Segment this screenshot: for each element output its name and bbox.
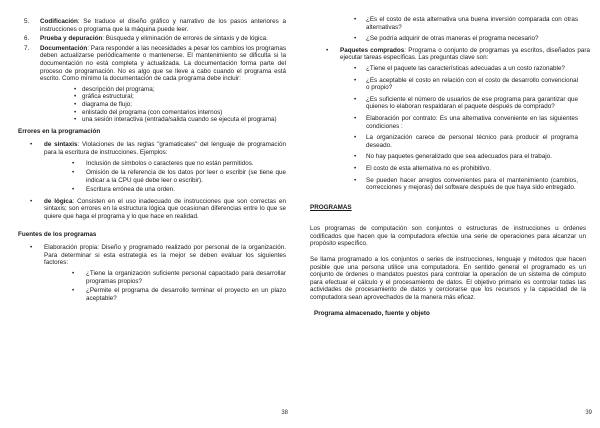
item-number: 6.: [24, 35, 30, 43]
cost-question: • ¿Es el costo de esta alternativa una buena inversión comparada con otras alternativas?: [354, 16, 578, 31]
stored-program-heading: Programa almacenado, fuente y objeto: [314, 309, 430, 317]
own-factor: • ¿Permite el programa de desarrollo terminar el proyecto en un plazo aceptable?: [72, 287, 286, 302]
syntax-example: • Omisión de la referencia de los datos por leer o escribir (se tiene que indicar a la CPU qué debe leer o escribir).: [72, 169, 286, 184]
syntax-errors-item: • de sintaxis: Violaciones de las reglas "gramaticales" del lenguaje de programación para la escritura de instrucciones. Ejemplos:: [30, 141, 286, 156]
package-question: • ¿Tiene el paquete las características adecuadas a un costo razonable?: [354, 64, 565, 72]
programs-paragraph-2: Se llama programado a los conjuntos o series de instrucciones, lenguaje y métodos que hacen posible que una persona utilice una computadora. En sentido general el programado es un conjunto de órdenes o mandatos puestos para controlar la operación de un sistema de cómputo para efectuar el cálculo y el procesamiento de datos. El objetivo primario es controlar todas las actividades de procesamiento de datos y cerciorarse que los recursos y la capacidad de la computadora sean aprovechados de la manera más eficaz.: [310, 256, 586, 302]
item-title: Codificación: [40, 18, 78, 25]
documentation-list: [74, 86, 286, 124]
item-title: Documentación: [40, 44, 88, 52]
own-factor: • ¿Tiene la organización suficiente personal capacitado para desarrollar programas propios?: [72, 270, 286, 285]
package-question: • No hay paquetes generalizado que sea adecuados para el trabajo.: [354, 153, 552, 161]
item-text: : Búsqueda y eliminación de errores de sintaxis y de lógica.: [102, 35, 268, 43]
numbered-item-7: [18, 45, 286, 83]
package-question: • El costo de esta alternativa no es prohibitivo.: [354, 164, 491, 172]
package-question: • La organización carece de personal técnico para producir el programa deseado.: [354, 134, 578, 149]
syntax-example: • Escritura errónea de una orden.: [72, 186, 175, 194]
programs-paragraph-1: Los programas de computación son conjuntos o estructuras de instrucciones u órdenes codificados que hacen que la computadora efectúe una serie de operaciones para alcanzar un propósito específico.: [310, 225, 586, 248]
package-question: • ¿Es aceptable el costo en relación con el costo de desarrollo convencional o propio?: [354, 76, 578, 92]
item-text: : Para responder a las necesidades a pesar los cambios los programas deben actualizarse periódicamente o mantenerse. El mantenimiento se dificulta si la documentación no está completa y actualizada. La documentación forma parte del proceso de programación. No es algo que se lleve a cabo cuando el programa está escrito. Como mínimo la documentación de cada programa debe incluir:: [40, 44, 286, 83]
errors-heading: Errores en la programación: [18, 127, 101, 135]
left-column: [18, 18, 286, 304]
page-number: 38: [281, 410, 288, 417]
list-item: • enlistado del programa (con comentarios internos): [74, 108, 223, 116]
list-item: • gráfica estructural;: [74, 93, 134, 101]
right-page: [300, 0, 600, 428]
item-number: 7.: [24, 44, 30, 52]
package-question: • ¿Es suficiente el número de usuarios de ese programa para garantizar que quienes lo elaboran respaldaran el paquete después de comprado?: [354, 95, 578, 111]
page-number: 39: [585, 410, 592, 417]
numbered-item-6: [18, 35, 286, 43]
numbered-item-5: [18, 18, 286, 33]
package-question: • Elaboración por contrato: Es una alternativa conveniente en las siguientes condiciones :: [354, 114, 578, 130]
logic-errors-item: • de lógica: Consisten en el uso inadecuado de instrucciones que son correctas en sintaxis; son errores en la estructura lógica que ocasionan diferencias entre lo que se quiere que haga el programa y lo que hace en realidad.: [30, 197, 286, 221]
right-column: [310, 16, 590, 317]
item-number: 5.: [24, 18, 30, 25]
package-question: • Se pueden hacer arreglos convenientes para el mantenimiento (cambios, correcciones y mejoras) del software después de que haya sido entregado.: [354, 176, 578, 192]
sources-heading: Fuentes de los programas: [18, 230, 97, 238]
list-item: • una sesión interactiva (entrada/salida cuando se ejecuta el programa): [74, 116, 277, 124]
item-text: : Se traduce el diseño gráfico y narrativo de los pasos anteriores a instrucciones o programa que la máquina puede leer.: [40, 18, 286, 33]
own-development-item: • Elaboración propia: Diseño y programado realizado por personal de la organización. Para determinar si esta estrategia es la mejor se deben evaluar los siguientes factores:: [30, 244, 286, 267]
programs-heading: PROGRAMAS: [310, 203, 352, 211]
syntax-example: • Inclusión de símbolos o caracteres que no están permitidos.: [72, 159, 254, 167]
packages-item: • Paquetes comprados: Programa o conjunto de programas ya escritos, diseñados para ejecutar tareas específicas. Las preguntas clave son:: [326, 46, 590, 62]
list-item: • diagrama de flujo;: [74, 100, 133, 108]
list-item: • descripción del programa;: [74, 85, 155, 93]
cost-question: • ¿Se podría adquirir de otras maneras el programa necesario?: [354, 35, 539, 43]
item-title: Prueba y depuración: [40, 35, 103, 43]
